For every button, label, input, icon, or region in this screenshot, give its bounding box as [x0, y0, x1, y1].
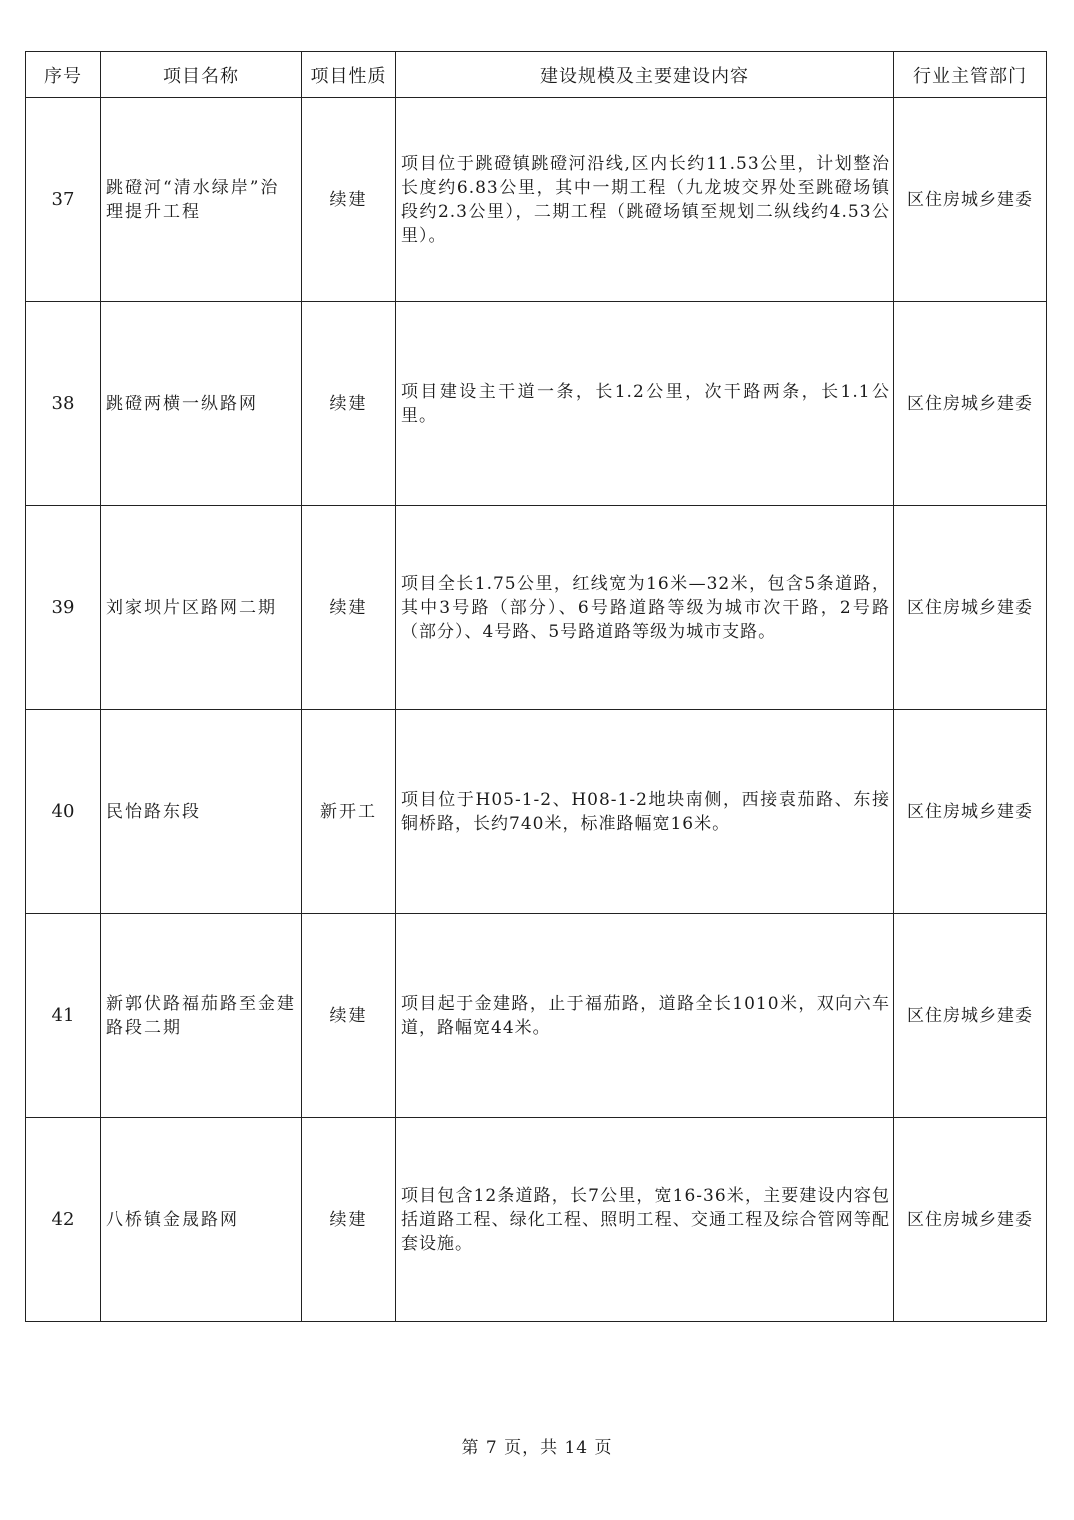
row-nature: 续建 — [302, 914, 396, 1118]
table-row — [26, 1118, 1047, 1322]
header-name: 项目名称 — [101, 52, 302, 98]
row-content: 项目位于H05-1-2、H08-1-2地块南侧，西接袁茄路、东接铜桥路，长约740米，标准路幅宽16米。 — [396, 710, 894, 914]
table-row — [26, 914, 1047, 1118]
row-dept: 区住房城乡建委 — [894, 914, 1047, 1118]
row-nature: 新开工 — [302, 710, 396, 914]
row-nature: 续建 — [302, 506, 396, 710]
row-name: 刘家坝片区路网二期 — [101, 506, 302, 710]
row-num: 40 — [26, 710, 101, 914]
table-row — [26, 506, 1047, 710]
row-name: 八桥镇金晟路网 — [101, 1118, 302, 1322]
row-dept: 区住房城乡建委 — [894, 506, 1047, 710]
row-content: 项目起于金建路，止于福茄路，道路全长1010米，双向六车道，路幅宽44米。 — [396, 914, 894, 1118]
page-number: 第 7 页，共 14 页 — [461, 1438, 613, 1458]
row-num: 41 — [26, 914, 101, 1118]
row-name: 跳磴河“清水绿岸”治理提升工程 — [101, 98, 302, 302]
row-num: 38 — [26, 302, 101, 506]
row-content: 项目包含12条道路，长7公里，宽16-36米，主要建设内容包括道路工程、绿化工程、照明工程、交通工程及综合管网等配套设施。 — [396, 1118, 894, 1322]
row-num: 42 — [26, 1118, 101, 1322]
row-name: 新郭伏路福茄路至金建路段二期 — [101, 914, 302, 1118]
project-table — [25, 51, 1047, 1322]
row-nature: 续建 — [302, 98, 396, 302]
table-row — [26, 710, 1047, 914]
row-name: 跳磴两横一纵路网 — [101, 302, 302, 506]
row-nature: 续建 — [302, 302, 396, 506]
header-num: 序号 — [26, 52, 101, 98]
row-content: 项目位于跳磴镇跳磴河沿线,区内长约11.53公里，计划整治长度约6.83公里，其中一期工程（九龙坡交界处至跳磴场镇段约2.3公里），二期工程（跳磴场镇至规划二纵线约4.53公里）。 — [396, 98, 894, 302]
row-dept: 区住房城乡建委 — [894, 98, 1047, 302]
row-num: 37 — [26, 98, 101, 302]
row-num: 39 — [26, 506, 101, 710]
table-header-row — [26, 52, 1047, 98]
header-content: 建设规模及主要建设内容 — [396, 52, 894, 98]
header-nature: 项目性质 — [302, 52, 396, 98]
table-row — [26, 98, 1047, 302]
row-content: 项目建设主干道一条，长1.2公里，次干路两条，长1.1公里。 — [396, 302, 894, 506]
header-dept: 行业主管部门 — [894, 52, 1047, 98]
row-nature: 续建 — [302, 1118, 396, 1322]
row-dept: 区住房城乡建委 — [894, 1118, 1047, 1322]
row-dept: 区住房城乡建委 — [894, 710, 1047, 914]
row-content: 项目全长1.75公里，红线宽为16米—32米，包含5条道路，其中3号路（部分）、6号路道路等级为城市次干路，2号路（部分）、4号路、5号路道路等级为城市支路。 — [396, 506, 894, 710]
table-row — [26, 302, 1047, 506]
row-dept: 区住房城乡建委 — [894, 302, 1047, 506]
row-name: 民怡路东段 — [101, 710, 302, 914]
